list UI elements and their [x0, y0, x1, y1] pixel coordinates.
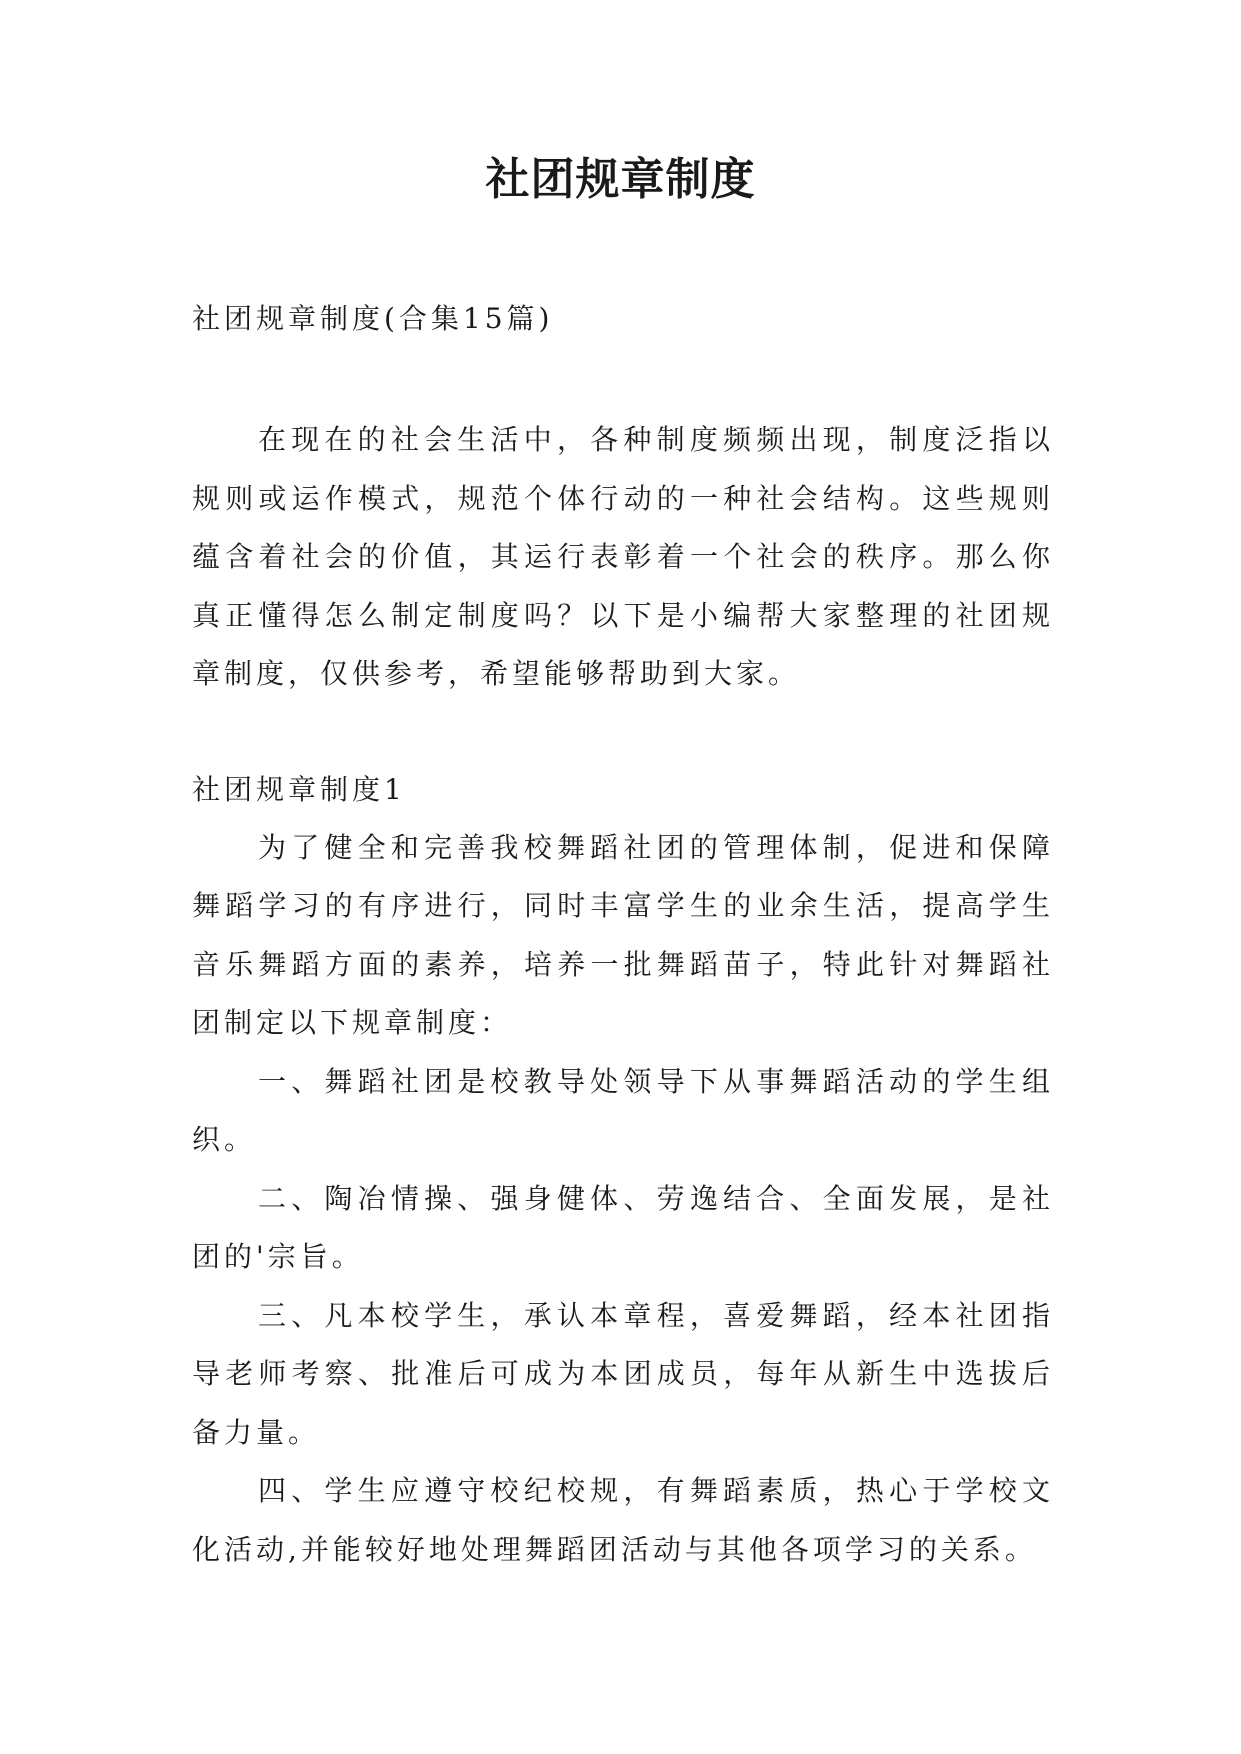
intro-paragraph: 在现在的社会生活中，各种制度频频出现，制度泛指以规则或运作模式，规范个体行动的一种社会结构。这些规则蕴含着社会的价值，其运行表彰着一个社会的秩序。那么你真正懂得怎么制定制度吗？以下是小编帮大家整理的社团规章制度，仅供参考，希望能够帮助到大家。	[192, 423, 1054, 690]
body-paragraph: 一、舞蹈社团是校教导处领导下从事舞蹈活动的学生组织。	[192, 1064, 1054, 1156]
body-paragraph: 四、学生应遵守校纪校规，有舞蹈素质，热心于学校文化活动,并能较好地处理舞蹈团活动与其他各项学习的关系。	[192, 1474, 1054, 1566]
section-heading: 社团规章制度1	[192, 772, 406, 806]
body-paragraph: 二、陶冶情操、强身健体、劳逸结合、全面发展，是社团的'宗旨。	[192, 1181, 1054, 1273]
body-paragraph: 为了健全和完善我校舞蹈社团的管理体制，促进和保障舞蹈学习的有序进行，同时丰富学生的业余生活，提高学生音乐舞蹈方面的素养，培养一批舞蹈苗子，特此针对舞蹈社团制定以下规章制度：	[192, 830, 1054, 1039]
document-title: 社团规章制度	[485, 154, 756, 205]
document-subtitle: 社团规章制度(合集15篇)	[192, 302, 554, 335]
document-body	[192, 290, 1054, 1579]
body-paragraph: 三、凡本校学生，承认本章程，喜爱舞蹈，经本社团指导老师考察、批准后可成为本团成员，每年从新生中选拔后备力量。	[192, 1298, 1054, 1449]
